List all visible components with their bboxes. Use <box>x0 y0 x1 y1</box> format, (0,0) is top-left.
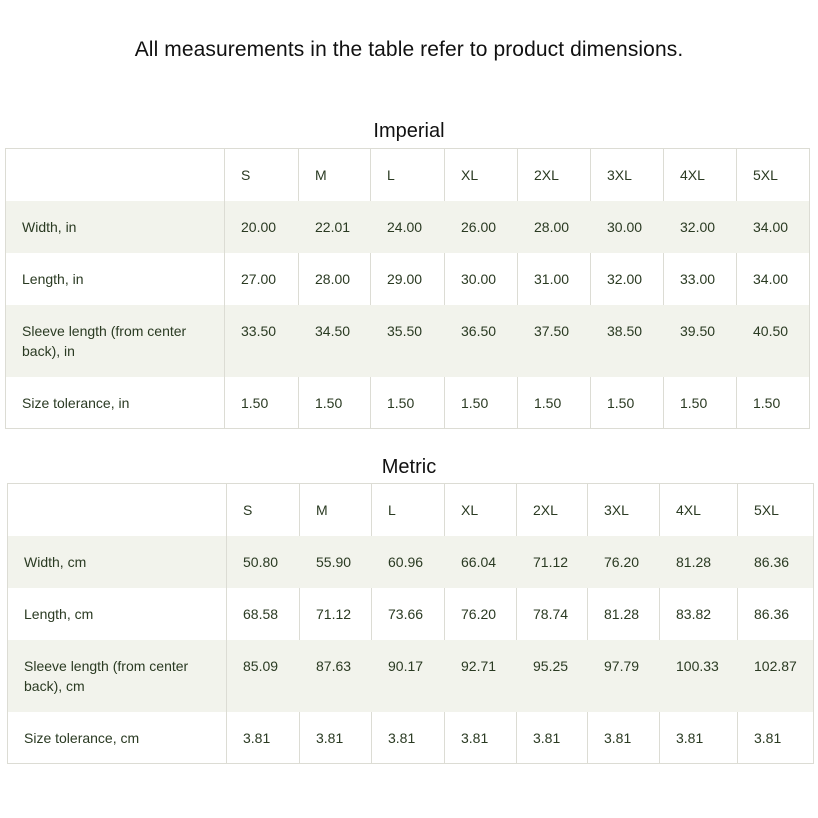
size-header-cell <box>225 149 299 201</box>
value-cell-text: 33.00 <box>680 270 716 287</box>
table-row <box>6 305 810 377</box>
row-label-cell <box>8 712 227 764</box>
size-header-cell-text: S <box>241 167 251 183</box>
value-cell-text: 39.50 <box>680 322 716 339</box>
value-cell-text: 60.96 <box>388 553 424 570</box>
value-cell <box>299 201 371 253</box>
value-cell <box>737 377 810 429</box>
value-cell-text: 28.00 <box>534 218 570 235</box>
value-cell-text: 1.50 <box>607 394 635 411</box>
value-cell <box>445 253 518 305</box>
value-cell-text: 90.17 <box>388 657 424 674</box>
value-cell <box>588 536 660 588</box>
corner-cell <box>8 484 227 536</box>
size-header-cell-text: 2XL <box>533 502 558 518</box>
value-cell <box>227 640 300 712</box>
value-cell-text: 55.90 <box>316 553 352 570</box>
value-cell <box>738 536 814 588</box>
value-cell <box>300 588 372 640</box>
value-cell <box>372 712 445 764</box>
value-cell <box>227 536 300 588</box>
value-cell-text: 34.00 <box>753 218 789 235</box>
value-cell-text: 86.36 <box>754 605 790 622</box>
value-cell-text: 3.81 <box>316 729 344 746</box>
value-cell-text: 22.01 <box>315 218 351 235</box>
value-cell <box>225 253 299 305</box>
metric-size-table <box>7 483 814 764</box>
row-label-cell-text: Sleeve length (from center back), in <box>22 322 187 359</box>
size-header-cell-text: S <box>243 502 253 518</box>
value-cell <box>664 201 737 253</box>
value-cell <box>371 305 445 377</box>
row-label-cell <box>8 536 227 588</box>
value-cell-text: 100.33 <box>676 657 719 674</box>
row-label-cell <box>6 201 225 253</box>
value-cell-text: 32.00 <box>607 270 643 287</box>
size-header-cell-text: 4XL <box>680 167 705 183</box>
value-cell-text: 37.50 <box>534 322 570 339</box>
value-cell <box>300 712 372 764</box>
value-cell <box>300 640 372 712</box>
value-cell-text: 1.50 <box>680 394 708 411</box>
row-label-cell <box>8 640 227 712</box>
value-cell-text: 34.00 <box>753 270 789 287</box>
value-cell <box>591 201 664 253</box>
value-cell-text: 73.66 <box>388 605 424 622</box>
value-cell <box>517 588 588 640</box>
value-cell-text: 92.71 <box>461 657 497 674</box>
size-header-cell <box>517 484 588 536</box>
table-row <box>6 201 810 253</box>
value-cell <box>664 253 737 305</box>
table-row <box>8 640 814 712</box>
value-cell <box>591 253 664 305</box>
row-label-cell-text: Width, cm <box>24 553 87 570</box>
value-cell <box>664 305 737 377</box>
table-row <box>6 377 810 429</box>
page-headline: All measurements in the table refer to product dimensions. <box>134 38 684 61</box>
size-header-cell <box>737 149 810 201</box>
value-cell-text: 32.00 <box>680 218 716 235</box>
size-header-cell <box>300 484 372 536</box>
metric-caption: Metric <box>381 456 437 478</box>
value-cell <box>664 377 737 429</box>
size-header-cell-text: 2XL <box>534 167 559 183</box>
value-cell <box>371 201 445 253</box>
value-cell-text: 30.00 <box>607 218 643 235</box>
value-cell <box>371 253 445 305</box>
size-header-cell-text: 5XL <box>753 167 778 183</box>
value-cell-text: 66.04 <box>461 553 497 570</box>
value-cell-text: 28.00 <box>315 270 351 287</box>
value-cell <box>225 201 299 253</box>
row-label-cell <box>6 253 225 305</box>
value-cell-text: 3.81 <box>533 729 561 746</box>
value-cell <box>227 712 300 764</box>
value-cell <box>591 377 664 429</box>
size-header-cell <box>591 149 664 201</box>
size-header-cell <box>445 484 517 536</box>
value-cell <box>517 640 588 712</box>
value-cell <box>227 588 300 640</box>
value-cell <box>738 640 814 712</box>
value-cell-text: 31.00 <box>534 270 570 287</box>
size-header-cell-text: L <box>387 167 395 183</box>
value-cell <box>372 536 445 588</box>
size-header-cell <box>299 149 371 201</box>
value-cell <box>299 253 371 305</box>
table-row <box>8 588 814 640</box>
value-cell-text: 38.50 <box>607 322 643 339</box>
value-cell <box>518 377 591 429</box>
value-cell <box>372 588 445 640</box>
value-cell-text: 1.50 <box>387 394 415 411</box>
value-cell-text: 20.00 <box>241 218 277 235</box>
row-label-cell-text: Length, cm <box>24 605 94 622</box>
size-header-cell-text: XL <box>461 502 479 518</box>
value-cell <box>660 640 738 712</box>
value-cell-text: 87.63 <box>316 657 352 674</box>
value-cell-text: 3.81 <box>676 729 704 746</box>
row-label-cell-text: Length, in <box>22 270 84 287</box>
value-cell <box>445 712 517 764</box>
value-cell <box>445 536 517 588</box>
value-cell-text: 1.50 <box>534 394 562 411</box>
value-cell <box>371 377 445 429</box>
size-header-cell <box>227 484 300 536</box>
value-cell-text: 71.12 <box>533 553 569 570</box>
table-row <box>8 536 814 588</box>
value-cell <box>517 712 588 764</box>
value-cell <box>372 640 445 712</box>
value-cell-text: 81.28 <box>676 553 712 570</box>
value-cell-text: 29.00 <box>387 270 423 287</box>
size-header-cell-text: 3XL <box>604 502 629 518</box>
size-header-cell <box>738 484 814 536</box>
row-label-cell-text: Size tolerance, in <box>22 394 130 411</box>
value-cell-text: 1.50 <box>315 394 343 411</box>
value-cell-text: 95.25 <box>533 657 569 674</box>
size-header-cell-text: 3XL <box>607 167 632 183</box>
size-header-cell-text: XL <box>461 167 479 183</box>
size-header-cell <box>371 149 445 201</box>
imperial-size-table <box>5 148 810 429</box>
row-label-cell <box>6 305 225 377</box>
value-cell-text: 76.20 <box>604 553 640 570</box>
value-cell <box>738 712 814 764</box>
value-cell-text: 40.50 <box>753 322 789 339</box>
value-cell-text: 3.81 <box>388 729 416 746</box>
value-cell <box>737 201 810 253</box>
size-header-cell-text: 4XL <box>676 502 701 518</box>
value-cell <box>518 305 591 377</box>
table-row <box>6 253 810 305</box>
value-cell <box>445 588 517 640</box>
value-cell-text: 1.50 <box>241 394 269 411</box>
row-label-cell <box>6 377 225 429</box>
value-cell-text: 35.50 <box>387 322 423 339</box>
value-cell <box>518 201 591 253</box>
row-label-cell-text: Size tolerance, cm <box>24 729 140 746</box>
size-header-cell <box>445 149 518 201</box>
corner-cell-text <box>6 149 224 165</box>
value-cell-text: 102.87 <box>754 657 797 674</box>
size-header-cell <box>518 149 591 201</box>
size-header-cell-text: M <box>315 167 327 183</box>
table-row <box>8 712 814 764</box>
value-cell <box>299 305 371 377</box>
value-cell-text: 76.20 <box>461 605 497 622</box>
value-cell-text: 3.81 <box>461 729 489 746</box>
size-header-cell <box>588 484 660 536</box>
value-cell <box>299 377 371 429</box>
value-cell <box>591 305 664 377</box>
size-header-cell-text: M <box>316 502 328 518</box>
metric-table-wrap <box>7 483 814 764</box>
value-cell-text: 83.82 <box>676 605 712 622</box>
size-header-cell-text: L <box>388 502 396 518</box>
value-cell-text: 1.50 <box>461 394 489 411</box>
value-cell <box>660 588 738 640</box>
size-header-cell <box>660 484 738 536</box>
value-cell-text: 1.50 <box>753 394 781 411</box>
value-cell-text: 3.81 <box>754 729 782 746</box>
value-cell-text: 68.58 <box>243 605 279 622</box>
value-cell <box>300 536 372 588</box>
value-cell <box>445 640 517 712</box>
value-cell-text: 81.28 <box>604 605 640 622</box>
value-cell-text: 50.80 <box>243 553 279 570</box>
value-cell-text: 30.00 <box>461 270 497 287</box>
size-header-cell <box>664 149 737 201</box>
value-cell <box>660 712 738 764</box>
value-cell <box>588 588 660 640</box>
value-cell-text: 26.00 <box>461 218 497 235</box>
value-cell <box>517 536 588 588</box>
value-cell-text: 97.79 <box>604 657 640 674</box>
imperial-table-wrap <box>5 148 810 429</box>
value-cell-text: 3.81 <box>243 729 271 746</box>
value-cell <box>737 253 810 305</box>
value-cell <box>738 588 814 640</box>
value-cell-text: 24.00 <box>387 218 423 235</box>
value-cell <box>445 305 518 377</box>
row-label-cell-text: Width, in <box>22 218 77 235</box>
row-label-cell <box>8 588 227 640</box>
value-cell-text: 36.50 <box>461 322 497 339</box>
imperial-caption: Imperial <box>373 120 445 142</box>
value-cell <box>588 712 660 764</box>
value-cell-text: 34.50 <box>315 322 351 339</box>
value-cell <box>737 305 810 377</box>
value-cell-text: 33.50 <box>241 322 277 339</box>
value-cell <box>225 377 299 429</box>
value-cell-text: 27.00 <box>241 270 277 287</box>
value-cell <box>445 377 518 429</box>
header-row <box>6 149 810 201</box>
corner-cell-text <box>8 484 226 500</box>
value-cell-text: 78.74 <box>533 605 569 622</box>
value-cell-text: 71.12 <box>316 605 352 622</box>
value-cell-text: 3.81 <box>604 729 632 746</box>
value-cell-text: 85.09 <box>243 657 279 674</box>
value-cell-text: 86.36 <box>754 553 790 570</box>
row-label-cell-text: Sleeve length (from center back), cm <box>24 657 189 694</box>
value-cell <box>518 253 591 305</box>
value-cell <box>225 305 299 377</box>
value-cell <box>445 201 518 253</box>
header-row <box>8 484 814 536</box>
value-cell <box>660 536 738 588</box>
value-cell <box>588 640 660 712</box>
size-header-cell-text: 5XL <box>754 502 779 518</box>
corner-cell <box>6 149 225 201</box>
size-header-cell <box>372 484 445 536</box>
